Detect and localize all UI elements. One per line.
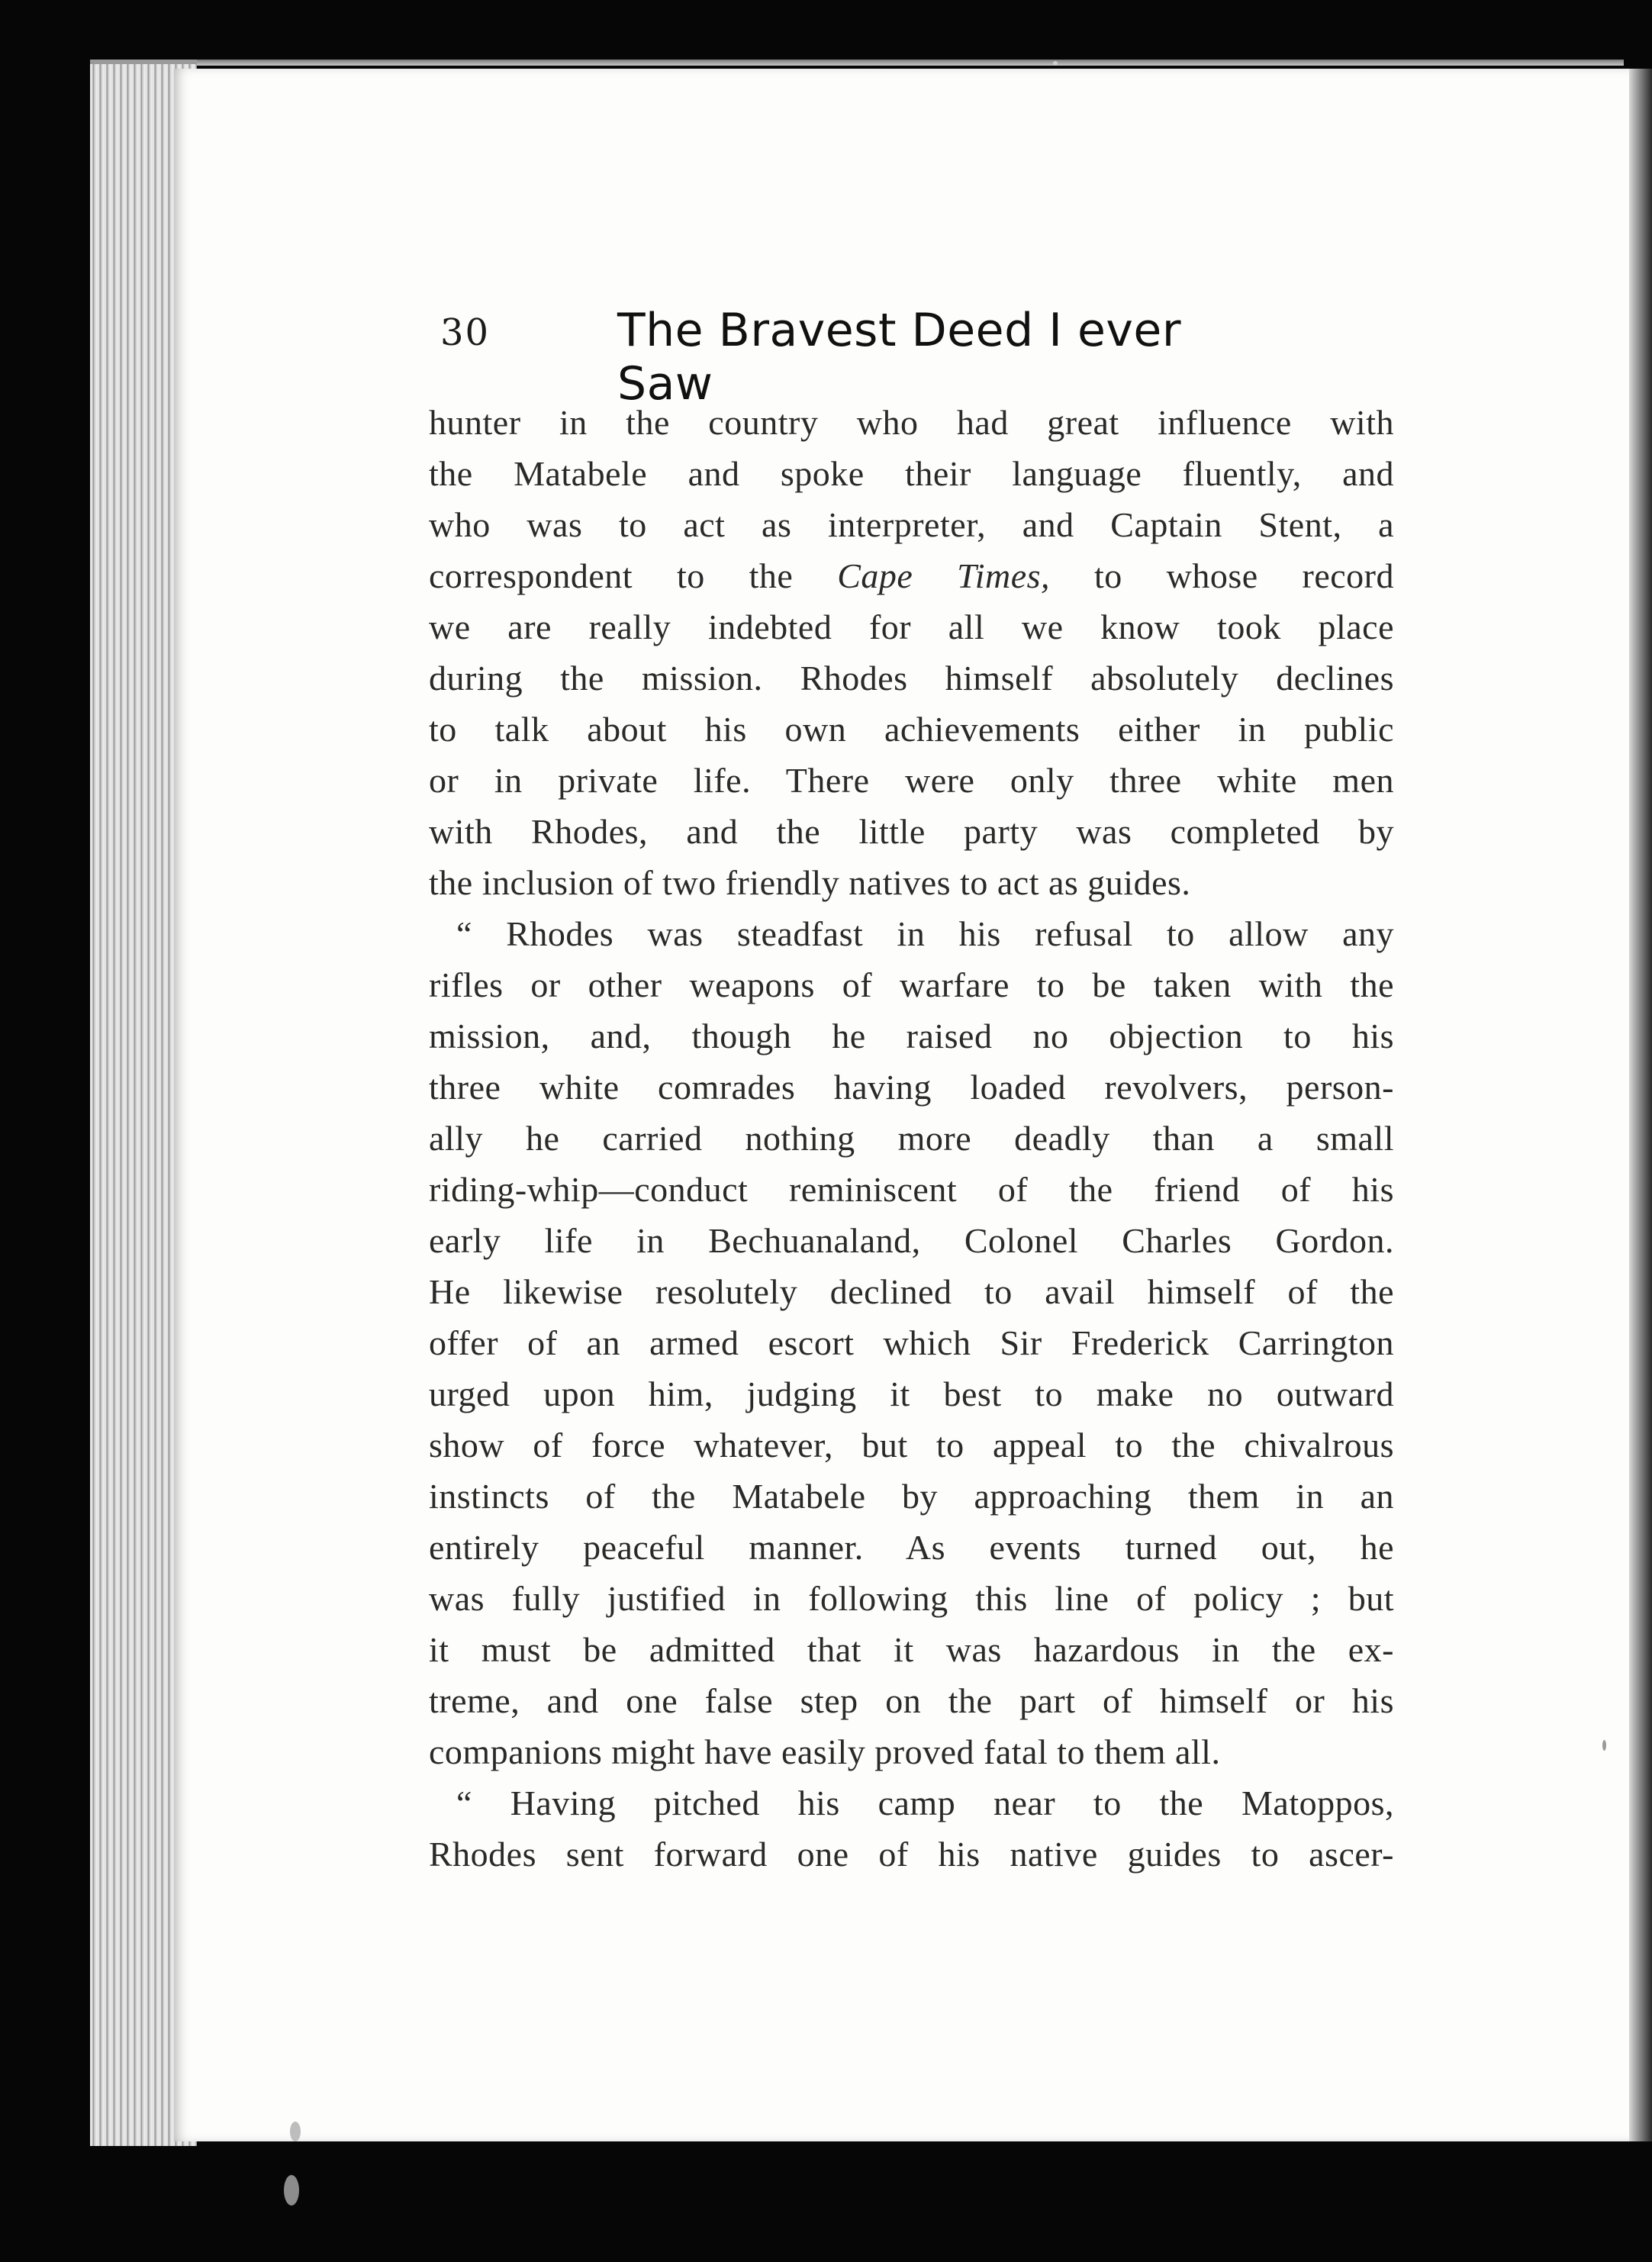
text-line: instincts of the Matabele by approaching them in an <box>429 1477 1394 1516</box>
text-line: riding-whip—conduct reminiscent of the friend of his <box>429 1170 1394 1209</box>
page-top-edge <box>90 60 1624 66</box>
text-line: early life in Bechuanaland, Colonel Charles Gordon. <box>429 1221 1394 1260</box>
dust-speck <box>290 2122 301 2141</box>
dust-speck <box>1053 61 1058 66</box>
text-line: ally he carried nothing more deadly than a small <box>429 1119 1394 1158</box>
text-line: treme, and one false step on the part of himself or his <box>429 1681 1394 1720</box>
text-line: to talk about his own achievements either in public <box>429 710 1394 749</box>
text-line: the Matabele and spoke their language fluently, and <box>429 454 1394 493</box>
text-line: who was to act as interpreter, and Captain Stent, a <box>429 505 1394 544</box>
text-line: rifles or other weapons of warfare to be taken with the <box>429 965 1394 1004</box>
text-line: show of force whatever, but to appeal to the chivalrous <box>429 1426 1394 1464</box>
text-line <box>429 550 1394 601</box>
text-line: we are really indebted for all we know took place <box>429 607 1394 646</box>
text-line: during the mission. Rhodes himself absolutely declines <box>429 659 1394 698</box>
dust-speck <box>284 2175 299 2206</box>
running-title: The Bravest Deed I ever Saw <box>617 304 1181 411</box>
running-head <box>440 304 1280 411</box>
spine-shadow <box>1629 69 1652 2141</box>
text-line: it must be admitted that it was hazardous in the ex- <box>429 1630 1394 1669</box>
text-line: urged upon him, judging it best to make no outward <box>429 1374 1394 1413</box>
text-run: to whose record <box>1050 556 1395 595</box>
text-line: hunter in the country who had great influence with <box>429 403 1394 442</box>
text-line: entirely peaceful manner. As events turned out, he <box>429 1528 1394 1567</box>
text-line: He likewise resolutely declined to avail himself of the <box>429 1272 1394 1311</box>
text-line: Rhodes sent forward one of his native guides to ascer- <box>429 1835 1394 1874</box>
text-line: “ Having pitched his camp near to the Matoppos, <box>456 1784 1394 1822</box>
text-line: mission, and, though he raised no objection to his <box>429 1017 1394 1055</box>
text-line: three white comrades having loaded revolvers, person- <box>429 1068 1394 1107</box>
dust-speck <box>1602 1740 1606 1751</box>
text-line: companions might have easily proved fatal to them all. <box>429 1732 1221 1771</box>
text-line: or in private life. There were only three white men <box>429 761 1394 800</box>
italic-publication-title: Cape Times, <box>837 556 1051 595</box>
text-line: the inclusion of two friendly natives to act as guides. <box>429 863 1191 902</box>
text-line: with Rhodes, and the little party was completed by <box>429 812 1394 851</box>
text-line: “ Rhodes was steadfast in his refusal to allow any <box>456 914 1394 953</box>
text-line: was fully justified in following this line of policy ; but <box>429 1579 1394 1618</box>
page-number: 30 <box>440 311 491 354</box>
body-text <box>429 397 1394 1880</box>
text-run: correspondent to the <box>429 556 838 595</box>
text-line: offer of an armed escort which Sir Frederick Carrington <box>429 1323 1394 1362</box>
